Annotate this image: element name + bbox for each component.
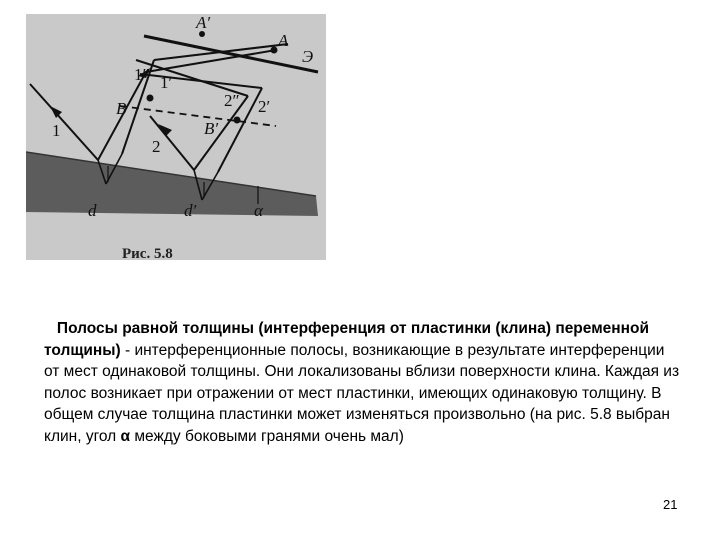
point-a xyxy=(271,47,278,54)
ray-2-prime xyxy=(194,96,248,170)
label-ray-1: 1 xyxy=(52,121,61,140)
page-number: 21 xyxy=(663,497,678,512)
definition-tail: между боковыми гранями очень мал) xyxy=(130,427,404,445)
label-ray-2: 2 xyxy=(152,137,161,156)
definition-paragraph xyxy=(44,318,684,448)
label-ray-1-dprime: 1″ xyxy=(134,65,150,84)
label-screen: Э xyxy=(302,47,314,66)
label-d-prime: d′ xyxy=(184,201,197,220)
point-b xyxy=(147,95,154,102)
wedge-interference-figure xyxy=(26,14,326,260)
label-ray-1-prime: 1′ xyxy=(160,73,173,92)
label-alpha: α xyxy=(254,201,263,220)
figure-caption: Рис. 5.8 xyxy=(122,246,173,260)
figure-drawing xyxy=(26,14,326,260)
point-b-prime xyxy=(234,117,241,124)
wedge-plate xyxy=(26,152,318,216)
ray-1-incident xyxy=(30,84,98,160)
localization-plane xyxy=(120,106,276,126)
definition-term: Полосы равной толщины (интерференция от пластинки (клина) переменной толщины) xyxy=(44,320,650,359)
screen-line xyxy=(144,36,318,72)
ray-2-arrow xyxy=(158,124,172,136)
label-d: d xyxy=(88,201,97,220)
alpha-symbol: α xyxy=(120,427,131,445)
definition-text xyxy=(44,318,684,448)
label-ray-2-dprime: 2″ xyxy=(224,91,240,110)
definition-body: - интерференционные полосы, возникающие в результате интерференции от мест одинаковой толщины. Они локализованы вблизи поверхности клина. Каждая из полос возникает при отражении от мест пластинки, имеющих одинаковую толщину. В общем случае толщина пластинки может изменяться произвольно (на рис. 5.8 выбран клин, угол xyxy=(44,341,680,445)
ray-2-dprime-to-screen xyxy=(140,74,262,88)
label-a: A xyxy=(278,31,289,50)
label-b: B xyxy=(116,99,127,118)
label-b-prime: B′ xyxy=(204,119,219,138)
label-ray-2-prime: 2′ xyxy=(258,97,271,116)
ray-1-arrow xyxy=(50,106,62,118)
label-a-prime: A′ xyxy=(196,14,211,32)
